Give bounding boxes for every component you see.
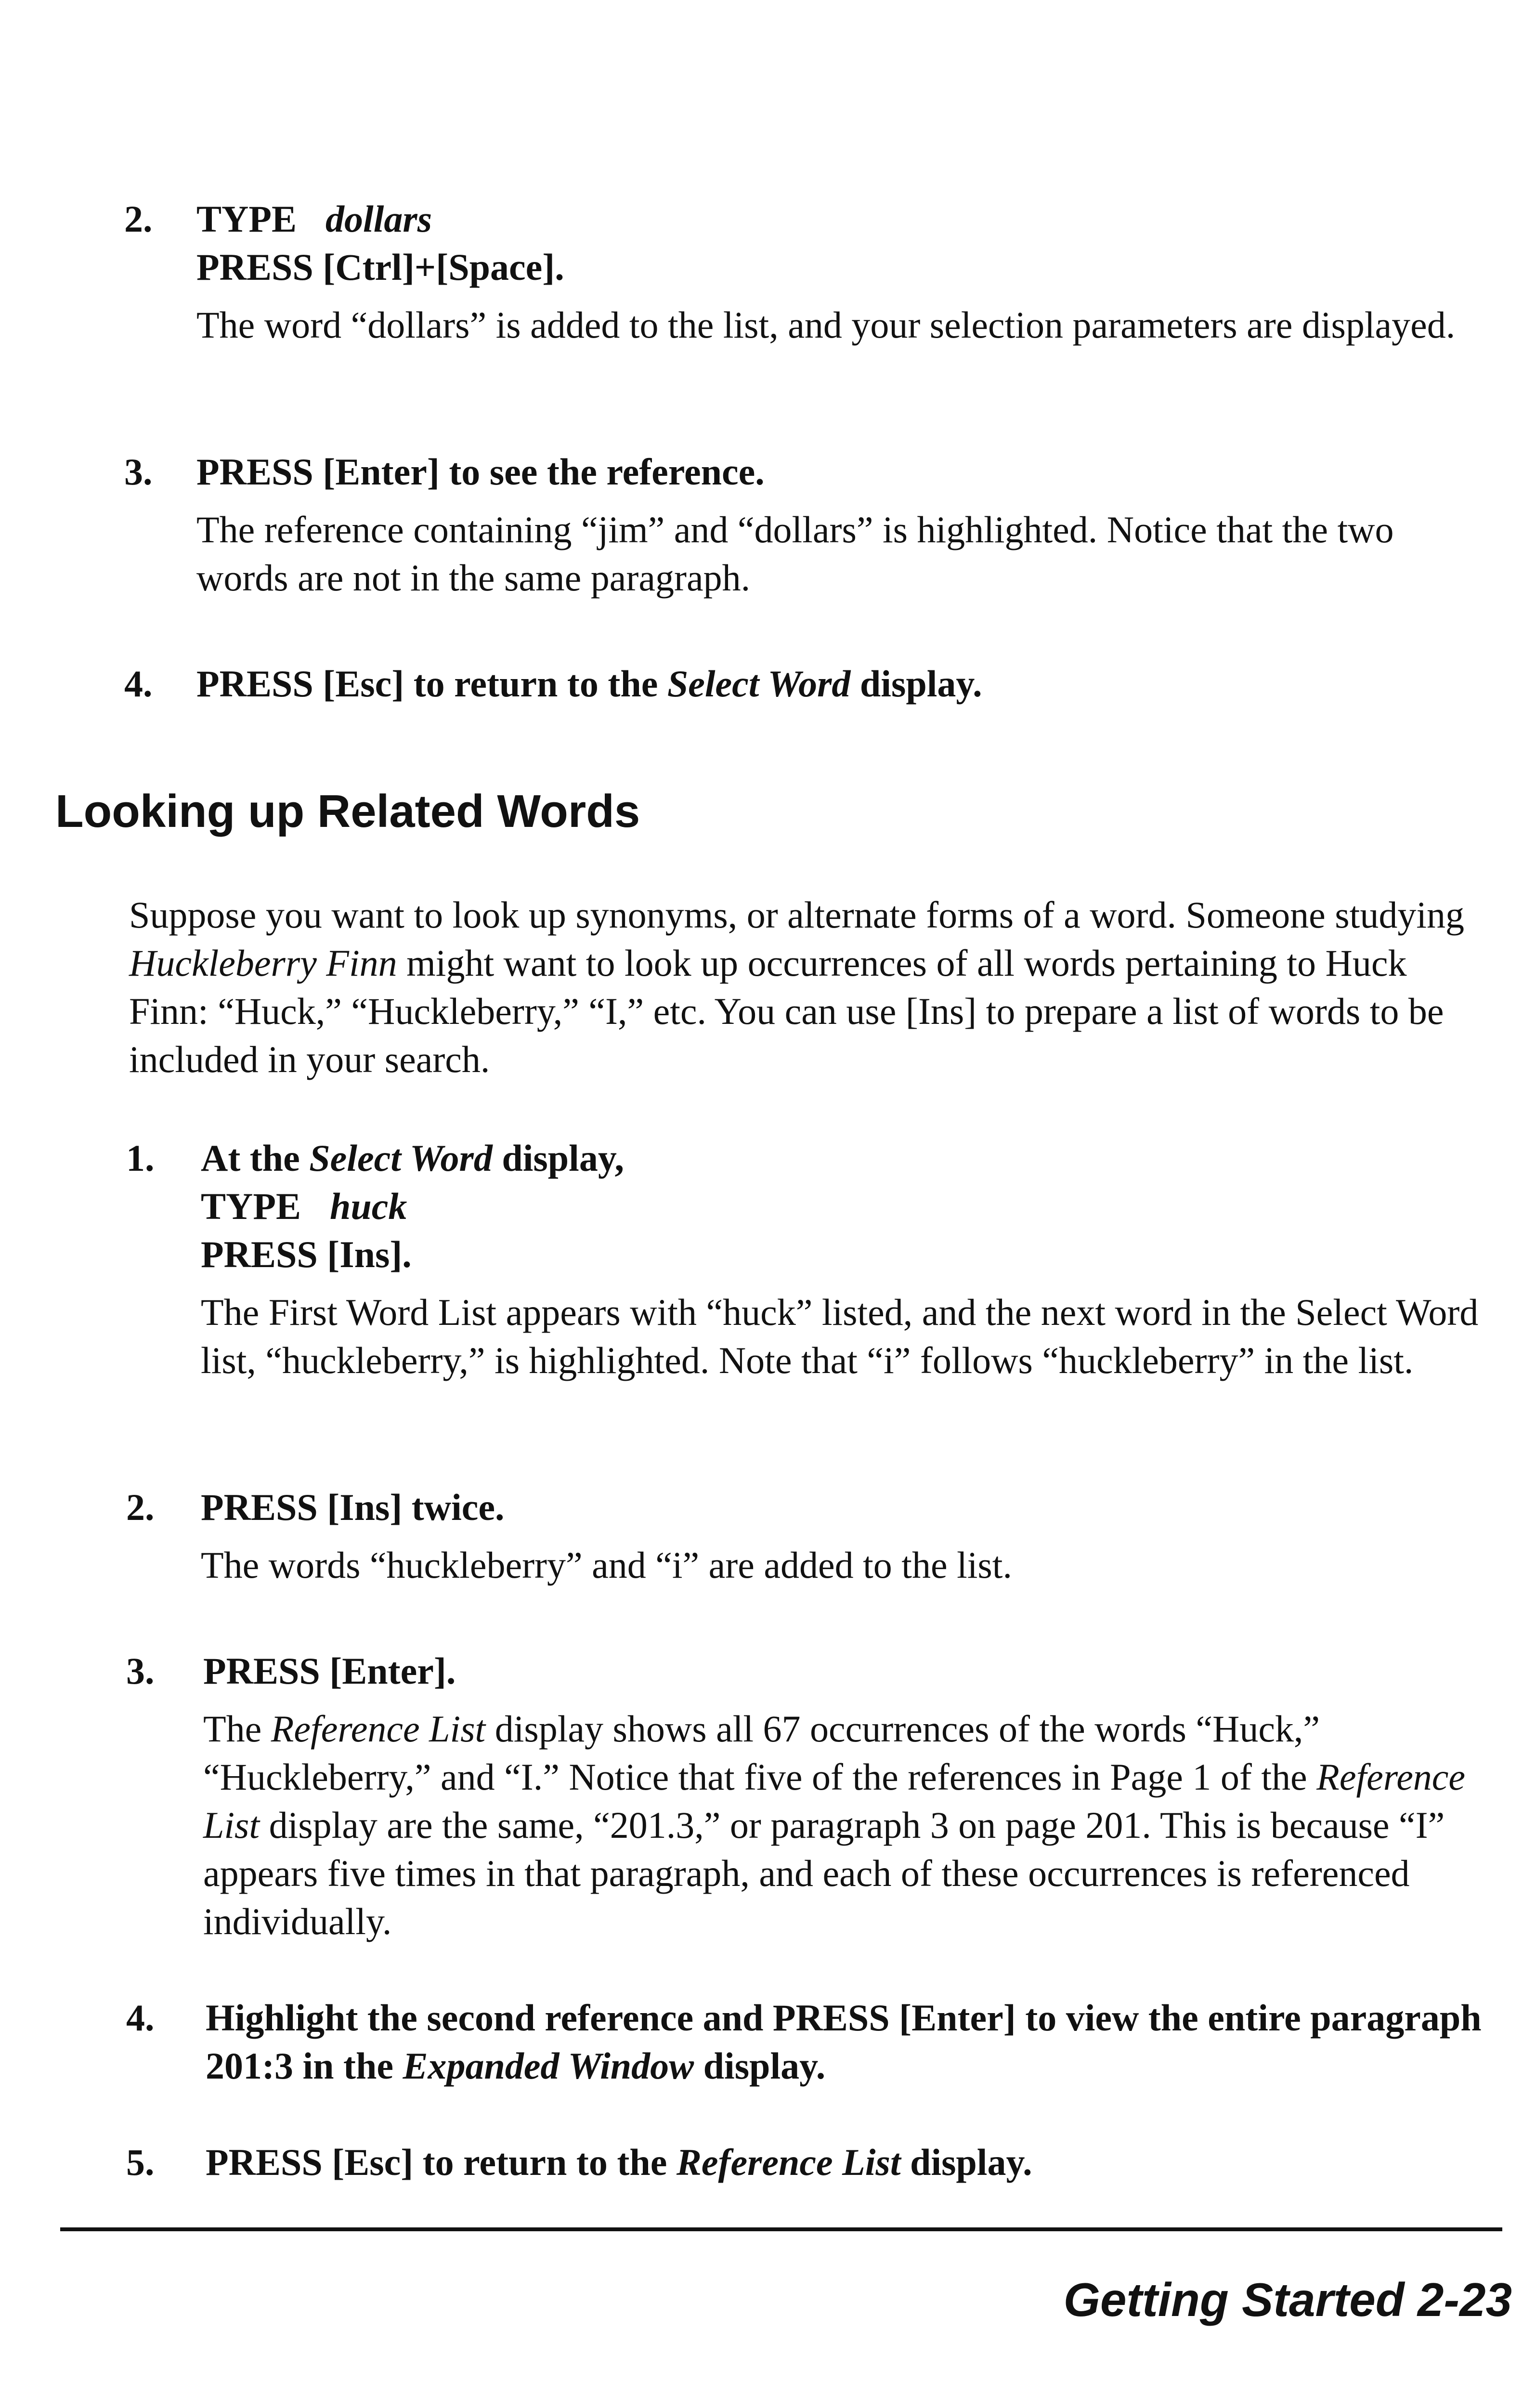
step-number: 4. xyxy=(126,1997,155,2039)
select-word-command: At the Select Word display, xyxy=(201,1137,625,1179)
page-footer xyxy=(1064,2271,1512,2329)
step-command: PRESS [Ins] twice. xyxy=(201,1486,505,1528)
step-command: PRESS [Esc] to return to the Reference List display. xyxy=(206,2141,1032,2183)
step-5-section xyxy=(126,2138,1513,2186)
step-4-section xyxy=(126,1994,1513,2090)
type-command xyxy=(196,195,1472,243)
step-4-top xyxy=(124,660,1472,708)
step-3-top xyxy=(124,448,1472,602)
type-command xyxy=(201,1182,1513,1230)
step-1-section xyxy=(126,1134,1513,1385)
step-number: 3. xyxy=(124,451,153,493)
type-label: TYPE xyxy=(196,198,297,240)
type-value: huck xyxy=(330,1185,407,1227)
footer-label: Getting Started xyxy=(1063,2273,1405,2326)
step-description: The word “dollars” is added to the list, and your selection parameters are displayed. xyxy=(196,304,1456,346)
step-command: PRESS [Esc] to return to the Select Word display. xyxy=(196,663,982,705)
step-number: 1. xyxy=(126,1137,155,1179)
step-3-section xyxy=(126,1647,1513,1946)
press-command: PRESS [Ctrl]+[Space]. xyxy=(196,246,564,288)
step-command: Highlight the second reference and PRESS [Enter] to view the entire paragraph 201:3 in the Expanded Window display. xyxy=(206,1997,1482,2087)
footer-rule xyxy=(60,2227,1502,2231)
press-command: PRESS [Ins]. xyxy=(201,1233,412,1275)
page-number: 2-23 xyxy=(1417,2273,1512,2326)
step-number: 5. xyxy=(126,2141,155,2183)
step-command: PRESS [Enter]. xyxy=(203,1650,456,1692)
step-2-section xyxy=(126,1483,1513,1589)
step-number: 2. xyxy=(124,198,153,240)
type-label: TYPE xyxy=(201,1185,301,1227)
step-command: PRESS [Enter] to see the reference. xyxy=(196,451,765,493)
step-description: The Reference List display shows all 67 occurrences of the words “Huck,” “Huckleberry,” and “I.” Notice that five of the references in Page 1 of the Reference List display are the same, “201.3,” or paragraph 3 on page 201. This is because “I” appears five times in that paragraph, and each of these occurrences is referenced individually. xyxy=(203,1708,1466,1942)
step-number: 3. xyxy=(126,1650,155,1692)
section-heading: Looking up Related Words xyxy=(55,785,640,837)
step-number: 2. xyxy=(126,1486,155,1528)
step-2-top xyxy=(124,195,1472,349)
section-intro: Suppose you want to look up synonyms, or alternate forms of a word. Someone studying Huckleberry Finn might want to look up occurrences of all words pertaining to Huck Finn: “Huck,” “Huckleberry,” “I,” etc. You can use [Ins] to prepare a list of words to be included in your search. xyxy=(129,894,1464,1080)
step-description: The words “huckleberry” and “i” are added to the list. xyxy=(201,1544,1012,1586)
type-value: dollars xyxy=(325,198,432,240)
step-description: The reference containing “jim” and “dollars” is highlighted. Notice that the two words are not in the same paragraph. xyxy=(196,509,1394,599)
step-description: The First Word List appears with “huck” listed, and the next word in the Select Word list, “huckleberry,” is highlighted. Note that “i” follows “huckleberry” in the list. xyxy=(201,1291,1479,1381)
step-number: 4. xyxy=(124,663,153,705)
